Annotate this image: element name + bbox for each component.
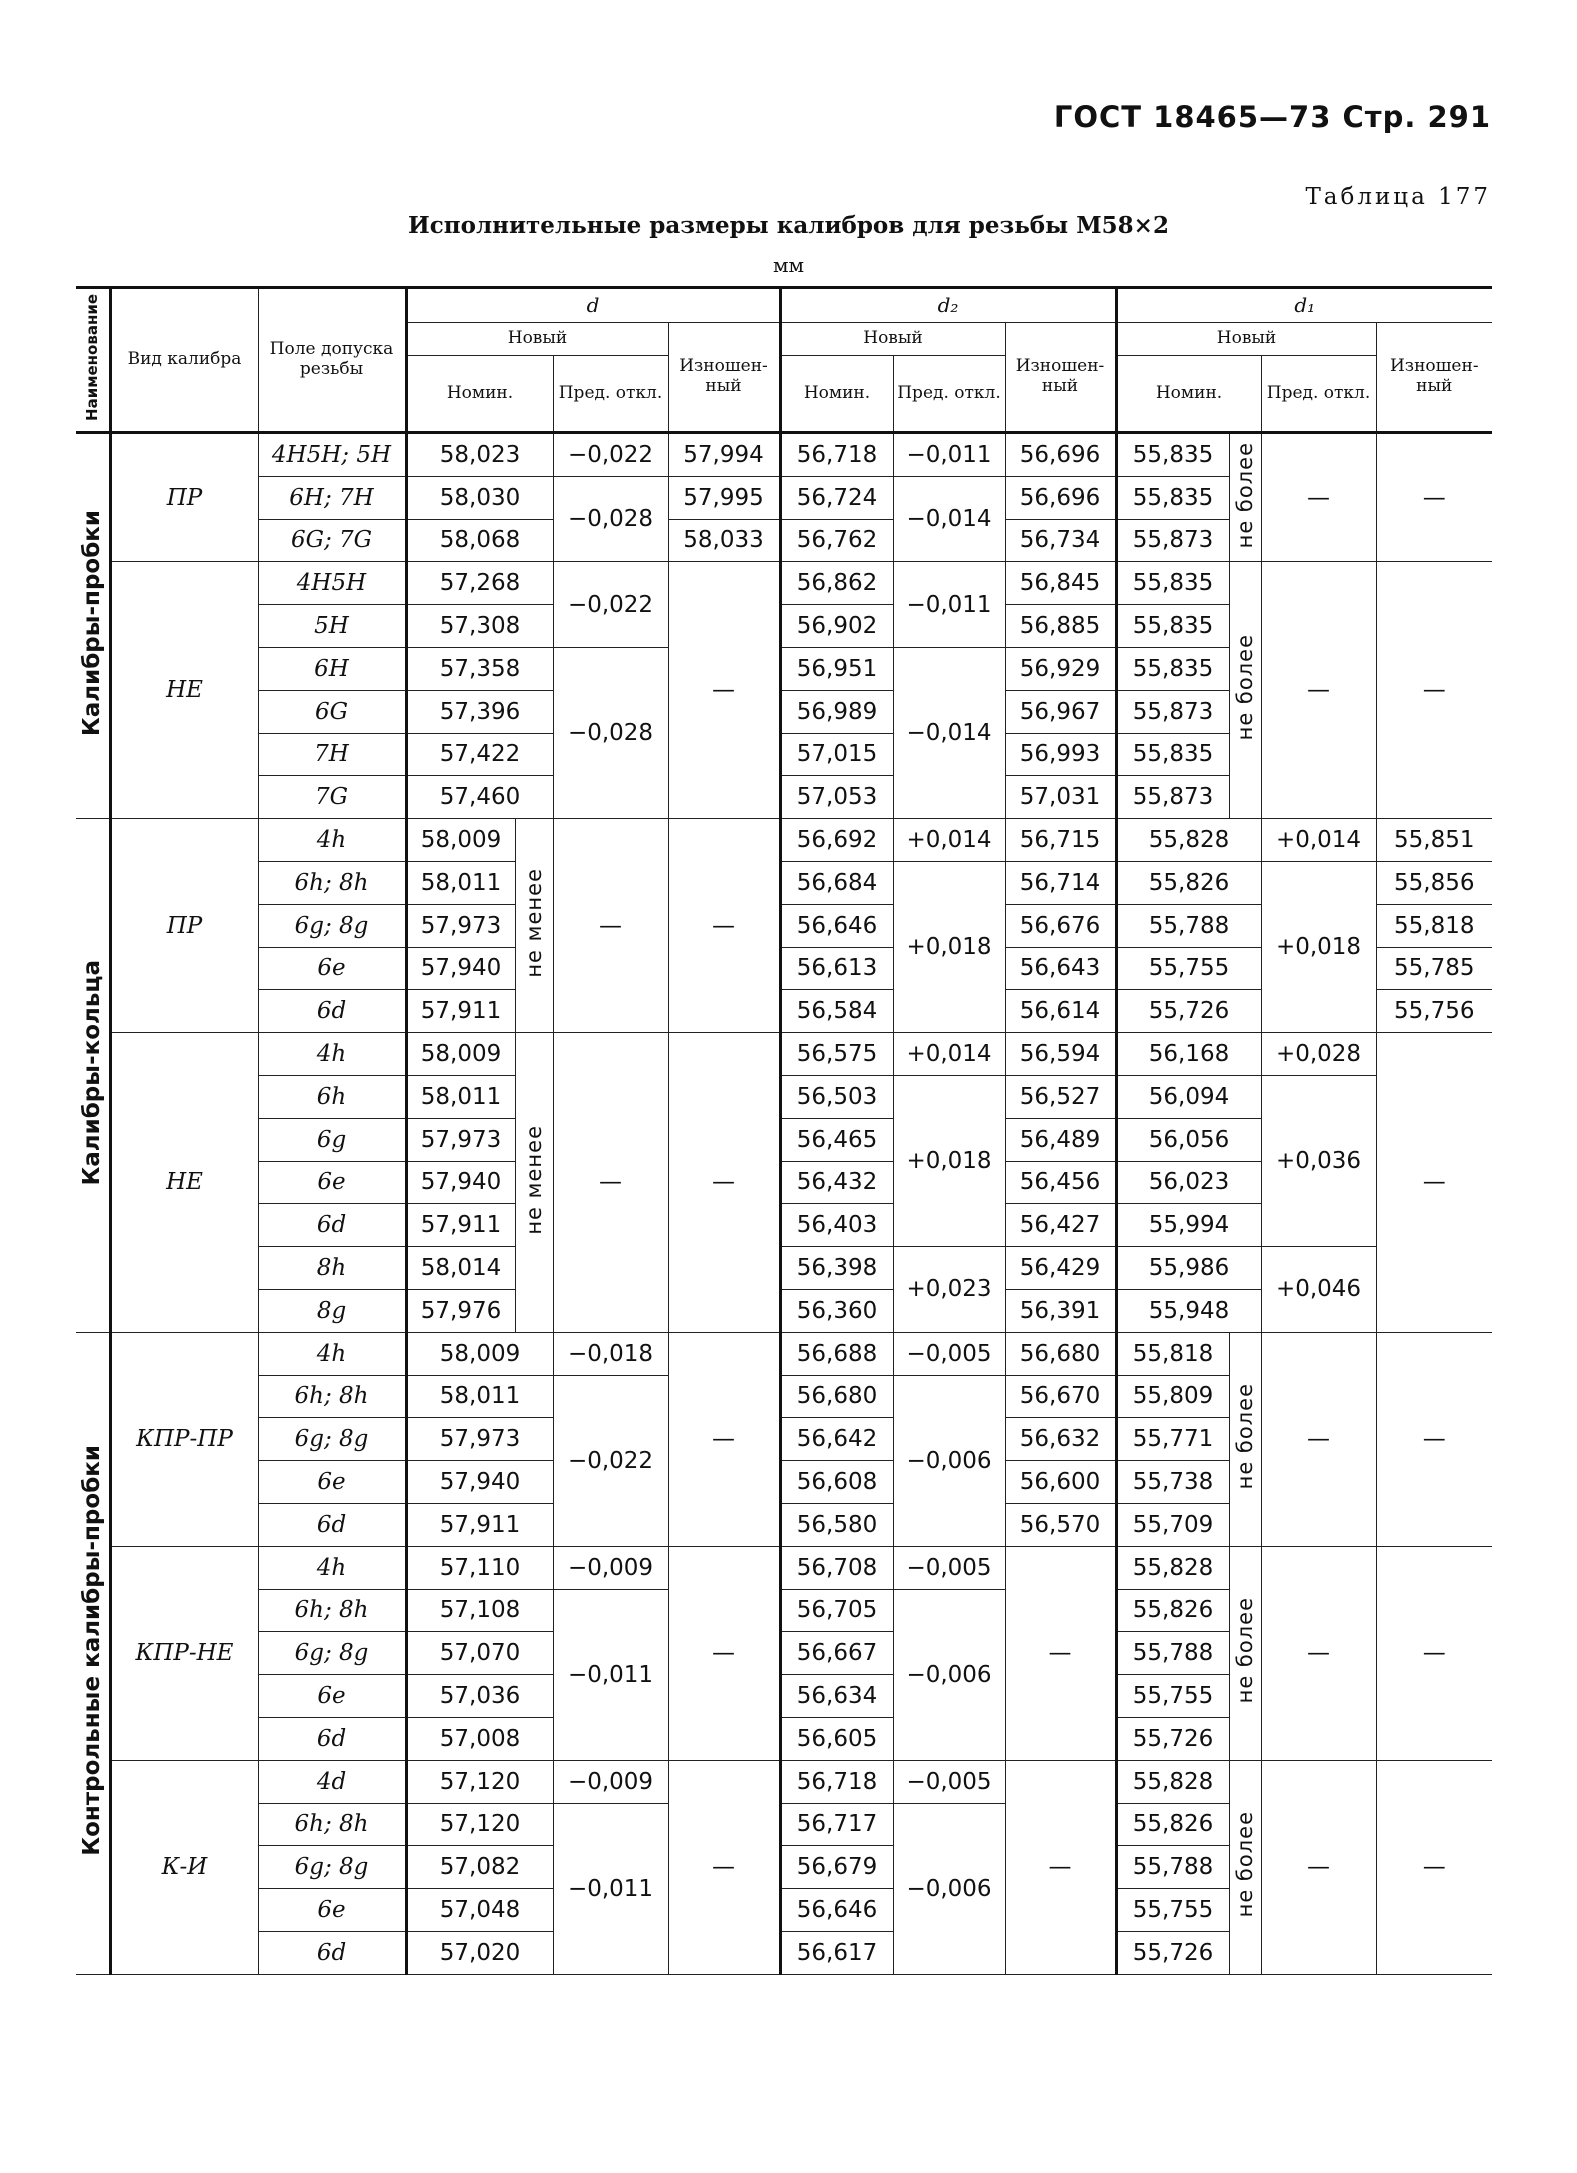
tolerance-field: 6g; 8g <box>258 1846 406 1889</box>
d2-worn: 56,715 <box>1005 819 1116 862</box>
d1-deviation: +0,046 <box>1261 1247 1376 1333</box>
d1-nominal: 55,755 <box>1116 947 1261 990</box>
d-worn: — <box>668 1760 780 1974</box>
d2-nominal: 56,862 <box>780 562 893 605</box>
table-row <box>76 562 1492 605</box>
d-deviation: −0,022 <box>553 1375 668 1546</box>
d-deviation: −0,028 <box>553 476 668 562</box>
d-nominal: 58,009 <box>406 1033 515 1076</box>
d2-deviation: −0,005 <box>893 1332 1005 1375</box>
d2-nominal: 56,718 <box>780 1760 893 1803</box>
unit-label: мм <box>772 253 805 277</box>
d-nominal: 57,358 <box>406 647 553 690</box>
d2-nominal: 56,688 <box>780 1332 893 1375</box>
d2-deviation: −0,006 <box>893 1375 1005 1546</box>
d1-nominal: 55,818 <box>1116 1332 1229 1375</box>
d1-worn-header: Изношен-ный <box>1376 323 1492 433</box>
d1-nominal: 55,873 <box>1116 519 1229 562</box>
tolerance-field: 4d <box>258 1760 406 1803</box>
d2-deviation: +0,018 <box>893 1075 1005 1246</box>
d1-nominal: 55,755 <box>1116 1675 1229 1718</box>
group-name-label: Контрольные калибры-пробки <box>79 1444 106 1856</box>
d-nominal: 57,082 <box>406 1846 553 1889</box>
d2-deviation: −0,006 <box>893 1803 1005 1974</box>
tolerance-field: 4h <box>258 1033 406 1076</box>
table-row <box>76 861 1492 904</box>
not-more-note <box>1229 1332 1261 1546</box>
d2-nominal: 56,503 <box>780 1075 893 1118</box>
col-d-header: d <box>406 288 780 323</box>
d1-nominal: 55,826 <box>1116 1589 1229 1632</box>
d1-nominal: 55,986 <box>1116 1247 1261 1290</box>
d1-deviation: +0,018 <box>1261 861 1376 1032</box>
d2-nominal: 56,646 <box>780 1889 893 1932</box>
d2-nominal: 56,717 <box>780 1803 893 1846</box>
not-less-note <box>515 819 553 1033</box>
not-more-label: не более <box>1233 441 1258 548</box>
d-deviation: −0,011 <box>553 1803 668 1974</box>
d-nominal: 58,014 <box>406 1247 515 1290</box>
d2-worn: 56,676 <box>1005 904 1116 947</box>
d2-worn: 56,391 <box>1005 1289 1116 1332</box>
d2-worn: 56,696 <box>1005 433 1116 477</box>
d1-nominal: 56,168 <box>1116 1033 1261 1076</box>
d-worn-header: Изношен-ный <box>668 323 780 433</box>
tolerance-field: 6h; 8h <box>258 1589 406 1632</box>
not-more-label: не более <box>1233 1383 1258 1490</box>
d-worn: — <box>668 1546 780 1760</box>
d1-deviation-header: Пред. откл. <box>1261 356 1376 433</box>
d2-deviation: −0,006 <box>893 1589 1005 1760</box>
d1-deviation: — <box>1261 1760 1376 1974</box>
table-row <box>76 819 1492 862</box>
d1-nominal: 55,835 <box>1116 433 1229 477</box>
d2-nominal: 56,680 <box>780 1375 893 1418</box>
tolerance-field: 6d <box>258 1717 406 1760</box>
not-less-label: не менее <box>522 1124 546 1235</box>
d2-worn: 56,643 <box>1005 947 1116 990</box>
tolerance-field: 5H <box>258 605 406 648</box>
tolerance-field: 4h <box>258 819 406 862</box>
d-nominal: 57,973 <box>406 1418 553 1461</box>
d2-nominal: 56,432 <box>780 1161 893 1204</box>
d1-nominal: 55,826 <box>1116 1803 1229 1846</box>
d2-nominal: 57,015 <box>780 733 893 776</box>
d1-nominal: 55,994 <box>1116 1204 1261 1247</box>
d1-nominal: 55,948 <box>1116 1289 1261 1332</box>
tolerance-field: 6g; 8g <box>258 1632 406 1675</box>
d1-nominal: 56,094 <box>1116 1075 1261 1118</box>
col-d1-header: d₁ <box>1116 288 1492 323</box>
d2-nominal: 56,634 <box>780 1675 893 1718</box>
tolerance-field: 6H; 7H <box>258 476 406 519</box>
tolerance-field: 6d <box>258 1503 406 1546</box>
d-nominal: 58,068 <box>406 519 553 562</box>
tolerance-field: 6d <box>258 1204 406 1247</box>
d1-nominal: 55,809 <box>1116 1375 1229 1418</box>
d1-deviation: — <box>1261 562 1376 819</box>
d2-nominal: 56,989 <box>780 690 893 733</box>
d2-nominal: 56,605 <box>780 1717 893 1760</box>
d2-nominal: 56,646 <box>780 904 893 947</box>
d2-nominal: 56,679 <box>780 1846 893 1889</box>
d-deviation: −0,009 <box>553 1546 668 1589</box>
d2-worn: 56,929 <box>1005 647 1116 690</box>
d1-nominal: 55,835 <box>1116 733 1229 776</box>
group-name-label: Калибры-кольца <box>79 959 106 1186</box>
d1-nominal: 55,788 <box>1116 904 1261 947</box>
d-nominal: 57,940 <box>406 947 515 990</box>
d2-nominal: 56,951 <box>780 647 893 690</box>
not-more-note <box>1229 433 1261 562</box>
not-less-note <box>515 1033 553 1333</box>
gauge-kind: НЕ <box>110 1033 258 1333</box>
d2-nominal: 56,398 <box>780 1247 893 1290</box>
d2-nominal: 56,617 <box>780 1931 893 1974</box>
d1-worn: — <box>1376 1033 1492 1333</box>
not-more-label: не более <box>1233 1597 1258 1704</box>
d1-new-header: Новый <box>1116 323 1376 356</box>
d-nominal: 57,036 <box>406 1675 553 1718</box>
group-name-label: Калибры-пробки <box>79 510 106 737</box>
table-row <box>76 1332 1492 1375</box>
d2-worn: 56,696 <box>1005 476 1116 519</box>
d-nominal: 57,070 <box>406 1632 553 1675</box>
d1-nominal: 55,726 <box>1116 1717 1229 1760</box>
d1-nominal: 55,771 <box>1116 1418 1229 1461</box>
gauge-kind: К-И <box>110 1760 258 1974</box>
d1-worn: — <box>1376 1332 1492 1546</box>
d2-worn: 56,600 <box>1005 1461 1116 1504</box>
d1-deviation: — <box>1261 1546 1376 1760</box>
d-nominal: 57,308 <box>406 605 553 648</box>
d1-worn: — <box>1376 1760 1492 1974</box>
d-nominal: 57,422 <box>406 733 553 776</box>
tolerance-field: 6h <box>258 1075 406 1118</box>
d-new-header: Новый <box>406 323 668 356</box>
d1-nominal: 55,828 <box>1116 1760 1229 1803</box>
d1-nominal: 55,835 <box>1116 562 1229 605</box>
d2-nominal: 56,575 <box>780 1033 893 1076</box>
d1-nominal: 55,835 <box>1116 605 1229 648</box>
d2-worn: 56,734 <box>1005 519 1116 562</box>
d-nominal: 57,396 <box>406 690 553 733</box>
d-nominal: 58,030 <box>406 476 553 519</box>
d-nominal: 57,911 <box>406 990 515 1033</box>
d-worn: 58,033 <box>668 519 780 562</box>
d1-nominal: 56,056 <box>1116 1118 1261 1161</box>
d-nominal: 58,011 <box>406 861 515 904</box>
tolerance-field: 7H <box>258 733 406 776</box>
d2-worn: 56,429 <box>1005 1247 1116 1290</box>
table-row <box>76 1546 1492 1589</box>
tolerance-field: 4H5H <box>258 562 406 605</box>
d2-nominal: 56,762 <box>780 519 893 562</box>
d2-deviation: −0,014 <box>893 476 1005 562</box>
d1-worn: 55,851 <box>1376 819 1492 862</box>
tolerance-field: 6e <box>258 1675 406 1718</box>
table-row <box>76 1760 1492 1803</box>
d1-worn: 55,818 <box>1376 904 1492 947</box>
d-worn: — <box>668 819 780 1033</box>
d2-nominal: 56,613 <box>780 947 893 990</box>
d1-nominal: 55,835 <box>1116 476 1229 519</box>
d-nominal: 57,940 <box>406 1461 553 1504</box>
d2-nominal: 56,724 <box>780 476 893 519</box>
d1-nominal: 55,755 <box>1116 1889 1229 1932</box>
d1-worn: 55,856 <box>1376 861 1492 904</box>
table-caption: Исполнительные размеры калибров для резьбы М58×2 <box>408 212 1169 239</box>
d2-worn: 56,614 <box>1005 990 1116 1033</box>
d-nominal: 57,976 <box>406 1289 515 1332</box>
d1-nominal: 55,828 <box>1116 1546 1229 1589</box>
d2-nominal: 56,667 <box>780 1632 893 1675</box>
d1-nominal: 55,835 <box>1116 647 1229 690</box>
d2-worn: — <box>1005 1546 1116 1760</box>
d1-worn: — <box>1376 433 1492 562</box>
table-row <box>76 1033 1492 1076</box>
d1-nominal: 55,873 <box>1116 690 1229 733</box>
d2-nominal: 56,692 <box>780 819 893 862</box>
tolerance-field: 8g <box>258 1289 406 1332</box>
d2-nominal: 56,584 <box>780 990 893 1033</box>
d-nominal: 57,008 <box>406 1717 553 1760</box>
d-nominal: 58,011 <box>406 1075 515 1118</box>
d-nominal: 57,973 <box>406 1118 515 1161</box>
d-deviation: −0,018 <box>553 1332 668 1375</box>
d2-nominal: 57,053 <box>780 776 893 819</box>
tolerance-field: 6H <box>258 647 406 690</box>
d2-deviation: +0,014 <box>893 1033 1005 1076</box>
col-tolerance-header: Поле допуска резьбы <box>258 288 406 433</box>
group-name <box>76 819 110 1333</box>
d1-nominal: 55,726 <box>1116 1931 1229 1974</box>
d2-worn: 56,427 <box>1005 1204 1116 1247</box>
tolerance-field: 4h <box>258 1546 406 1589</box>
table-number: Таблица 177 <box>1305 184 1491 210</box>
d2-worn: 56,845 <box>1005 562 1116 605</box>
d-nominal: 57,120 <box>406 1760 553 1803</box>
tolerance-field: 6e <box>258 1161 406 1204</box>
not-more-label: не более <box>1233 1811 1258 1918</box>
gauge-kind: ПР <box>110 433 258 562</box>
not-more-note <box>1229 562 1261 819</box>
d2-worn: 56,527 <box>1005 1075 1116 1118</box>
tolerance-field: 6h; 8h <box>258 1375 406 1418</box>
tolerance-field: 6G; 7G <box>258 519 406 562</box>
d1-nominal: 55,826 <box>1116 861 1261 904</box>
d2-deviation: +0,023 <box>893 1247 1005 1333</box>
d2-deviation: −0,005 <box>893 1760 1005 1803</box>
d1-nominal: 55,788 <box>1116 1846 1229 1889</box>
d1-deviation: — <box>1261 1332 1376 1546</box>
d2-worn: 56,993 <box>1005 733 1116 776</box>
d-deviation: −0,028 <box>553 647 668 818</box>
d1-worn: — <box>1376 1546 1492 1760</box>
d1-worn: 55,785 <box>1376 947 1492 990</box>
d1-nominal: 55,873 <box>1116 776 1229 819</box>
d-deviation: −0,011 <box>553 1589 668 1760</box>
d2-nominal: 56,708 <box>780 1546 893 1589</box>
d2-nominal: 56,403 <box>780 1204 893 1247</box>
d1-deviation: — <box>1261 433 1376 562</box>
d2-nominal: 56,642 <box>780 1418 893 1461</box>
d2-worn: 56,885 <box>1005 605 1116 648</box>
d2-nominal-header: Номин. <box>780 356 893 433</box>
d-worn: — <box>668 1332 780 1546</box>
gauge-kind: НЕ <box>110 562 258 819</box>
d1-deviation: +0,028 <box>1261 1033 1376 1076</box>
tolerance-field: 6h; 8h <box>258 861 406 904</box>
tolerance-field: 6g; 8g <box>258 1418 406 1461</box>
d1-worn: — <box>1376 562 1492 819</box>
col-name-header: Наименование <box>76 288 110 433</box>
d-nominal: 57,911 <box>406 1204 515 1247</box>
table-row <box>76 1075 1492 1118</box>
d2-worn: 56,714 <box>1005 861 1116 904</box>
tolerance-field: 4h <box>258 1332 406 1375</box>
d2-deviation: +0,018 <box>893 861 1005 1032</box>
d-nominal: 57,120 <box>406 1803 553 1846</box>
d-nominal: 58,011 <box>406 1375 553 1418</box>
d-nominal: 57,940 <box>406 1161 515 1204</box>
d-nominal: 58,009 <box>406 819 515 862</box>
tolerance-field: 6e <box>258 1461 406 1504</box>
d2-worn: 56,570 <box>1005 1503 1116 1546</box>
d2-nominal: 56,580 <box>780 1503 893 1546</box>
d-nominal-header: Номин. <box>406 356 553 433</box>
d2-nominal: 56,718 <box>780 433 893 477</box>
tolerance-field: 6G <box>258 690 406 733</box>
tolerance-field: 6h; 8h <box>258 1803 406 1846</box>
gauge-kind: ПР <box>110 819 258 1033</box>
d-nominal: 57,110 <box>406 1546 553 1589</box>
d-worn: 57,995 <box>668 476 780 519</box>
d-deviation: −0,022 <box>553 433 668 477</box>
d-nominal: 58,023 <box>406 433 553 477</box>
group-name <box>76 1332 110 1974</box>
d1-nominal: 55,828 <box>1116 819 1261 862</box>
d-nominal: 57,268 <box>406 562 553 605</box>
not-more-label: не более <box>1233 634 1258 741</box>
d-nominal: 58,009 <box>406 1332 553 1375</box>
d2-worn-header: Изношен-ный <box>1005 323 1116 433</box>
tolerance-field: 4H5H; 5H <box>258 433 406 477</box>
d2-deviation: +0,014 <box>893 819 1005 862</box>
not-less-label: не менее <box>522 867 546 978</box>
gauge-kind: КПР-ПР <box>110 1332 258 1546</box>
d2-nominal: 56,902 <box>780 605 893 648</box>
d2-nominal: 56,608 <box>780 1461 893 1504</box>
d-nominal: 57,911 <box>406 1503 553 1546</box>
d2-worn: 56,670 <box>1005 1375 1116 1418</box>
page-header: ГОСТ 18465—73 Стр. 291 <box>1053 100 1491 134</box>
d2-worn: 56,489 <box>1005 1118 1116 1161</box>
tolerance-field: 6g; 8g <box>258 904 406 947</box>
tolerance-field: 8h <box>258 1247 406 1290</box>
d-worn: — <box>668 562 780 819</box>
tolerance-field: 7G <box>258 776 406 819</box>
d-deviation: — <box>553 1033 668 1333</box>
d2-nominal: 56,360 <box>780 1289 893 1332</box>
d1-deviation: +0,014 <box>1261 819 1376 862</box>
col-kind-header: Вид калибра <box>110 288 258 433</box>
d2-worn: 56,680 <box>1005 1332 1116 1375</box>
col-d2-header: d₂ <box>780 288 1116 323</box>
tolerance-field: 6e <box>258 1889 406 1932</box>
d-deviation: −0,009 <box>553 1760 668 1803</box>
gauge-kind: КПР-НЕ <box>110 1546 258 1760</box>
d1-nominal: 55,726 <box>1116 990 1261 1033</box>
d1-nominal: 55,709 <box>1116 1503 1229 1546</box>
dimensions-table <box>76 286 1492 1975</box>
d-worn: — <box>668 1033 780 1333</box>
d-deviation-header: Пред. откл. <box>553 356 668 433</box>
d2-deviation-header: Пред. откл. <box>893 356 1005 433</box>
d2-nominal: 56,705 <box>780 1589 893 1632</box>
group-name <box>76 433 110 819</box>
tolerance-field: 6e <box>258 947 406 990</box>
d2-deviation: −0,011 <box>893 562 1005 648</box>
d1-nominal-header: Номин. <box>1116 356 1261 433</box>
d1-nominal: 56,023 <box>1116 1161 1261 1204</box>
table-row <box>76 1247 1492 1290</box>
d2-nominal: 56,684 <box>780 861 893 904</box>
d-deviation: — <box>553 819 668 1033</box>
d1-deviation: +0,036 <box>1261 1075 1376 1246</box>
d2-new-header: Новый <box>780 323 1005 356</box>
table-row <box>76 433 1492 477</box>
d2-deviation: −0,011 <box>893 433 1005 477</box>
d2-nominal: 56,465 <box>780 1118 893 1161</box>
d2-worn: 56,632 <box>1005 1418 1116 1461</box>
d-worn: 57,994 <box>668 433 780 477</box>
d2-worn: 56,967 <box>1005 690 1116 733</box>
tolerance-field: 6g <box>258 1118 406 1161</box>
d2-worn: 56,594 <box>1005 1033 1116 1076</box>
not-more-note <box>1229 1546 1261 1760</box>
d-nominal: 57,048 <box>406 1889 553 1932</box>
d2-worn: 56,456 <box>1005 1161 1116 1204</box>
d2-deviation: −0,014 <box>893 647 1005 818</box>
d2-worn: 57,031 <box>1005 776 1116 819</box>
d-deviation: −0,022 <box>553 562 668 648</box>
d2-deviation: −0,005 <box>893 1546 1005 1589</box>
d1-nominal: 55,788 <box>1116 1632 1229 1675</box>
d2-worn: — <box>1005 1760 1116 1974</box>
tolerance-field: 6d <box>258 990 406 1033</box>
d1-nominal: 55,738 <box>1116 1461 1229 1504</box>
d-nominal: 57,973 <box>406 904 515 947</box>
d1-worn: 55,756 <box>1376 990 1492 1033</box>
d-nominal: 57,460 <box>406 776 553 819</box>
d-nominal: 57,020 <box>406 1931 553 1974</box>
d-nominal: 57,108 <box>406 1589 553 1632</box>
not-more-note <box>1229 1760 1261 1974</box>
tolerance-field: 6d <box>258 1931 406 1974</box>
